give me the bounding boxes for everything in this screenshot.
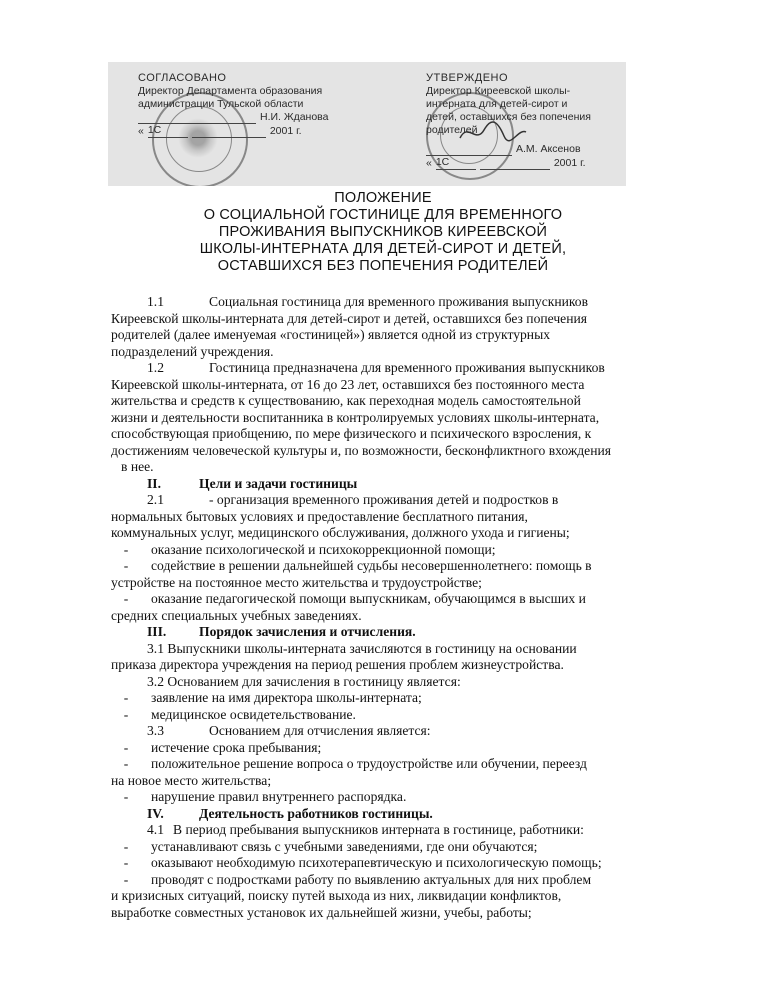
paragraph-1-1 [111,294,711,311]
agreed-date-day: 1С [148,124,188,138]
bullet-dash: - [123,838,129,854]
approved-date-row [426,156,626,170]
bullet-dash: - [123,541,129,557]
list-item: - заявление на имя директора школы-интерната; [111,690,711,707]
approved-date-month-line [480,169,550,170]
text-line: средних специальных учебных заведениях. [111,607,362,623]
text-line: способствующая приобщению, по мере физического и психического взросления, к [111,426,592,441]
text-line: и кризисных ситуаций, поиску путей выхода из них, ликвидации конфликтов, [111,888,562,903]
agreed-block [138,72,368,138]
list-item: - содействие в решении дальнейшей судьбы несовершеннолетнего: помощь в [111,558,711,575]
text-line: коммунальных услуг, медицинского обслуживания, должного ухода и гигиены; [111,525,570,540]
text-line: подразделений учреждения. [111,343,274,359]
list-item: - нарушение правил внутреннего распорядка. [111,789,711,806]
clause-number: 4.1 [147,822,164,837]
bullet-dash: - [123,789,129,804]
agreed-date-row [138,124,368,138]
section-2-heading [111,476,711,493]
document-body [111,294,711,921]
paragraph-2-1 [111,492,711,509]
text-line: приказа директора учреждения на период решения проблем жизнеустройства. [111,657,564,672]
approved-block [426,72,626,170]
section-number: III. [147,624,167,639]
title-line-3: ПРОЖИВАНИЯ ВЫПУСКНИКОВ КИРЕЕВСКОЙ [218,224,548,240]
agreed-signer: Н.И. Жданова [260,111,329,123]
section-title: Порядок зачисления и отчисления. [199,624,416,639]
bullet-dash: - [123,739,129,755]
title-line-1: ПОЛОЖЕНИЕ [334,190,432,206]
title-line-5: ОСТАВШИХСЯ БЕЗ ПОПЕЧЕНИЯ РОДИТЕЛЕЙ [217,258,549,274]
section-title: Цели и задачи гостиницы [199,475,358,491]
text-line: Гостиница предназначена для временного проживания выпускников [209,360,605,375]
approved-title: УТВЕРЖДЕНО [426,72,509,84]
paragraph-1-2 [111,360,711,377]
list-item: - оказание педагогической помощи выпускникам, обучающимся в высших и [111,591,711,608]
approved-line-2: интерната для детей-сирот и [426,98,568,110]
title-line-4: ШКОЛЫ-ИНТЕРНАТА ДЛЯ ДЕТЕЙ-СИРОТ И ДЕТЕЙ, [199,241,567,257]
list-item: - устанавливают связь с учебными заведениями, где они обучаются; [111,839,711,856]
bullet-dash: - [123,690,129,705]
section-3-heading [111,624,711,641]
text-line: выработке совместных установок их дальнейшей жизни, учебы, работы; [111,904,532,920]
list-item: - медицинское освидетельствование. [111,707,711,724]
bullet-dash: - [123,756,129,771]
agreed-title: СОГЛАСОВАНО [138,72,227,84]
text-line: достижениям человеческой культуры и, по возможности, бесконфликтного вхождения [111,442,611,458]
bullet-dash: - [123,706,129,722]
approved-line-3: детей, оставшихся без попечения [426,111,591,123]
section-4-heading [111,806,711,823]
clause-number: 3.3 [147,723,164,738]
text-line: - организация временного проживания детей и подростков в [209,492,559,507]
approved-signer-row [426,143,626,156]
text-line: устройстве на постоянное место жительства и трудоустройстве; [111,574,482,590]
paragraph-3-1: 3.1 Выпускники школы-интерната зачисляются в гостиницу на основании [147,640,577,656]
approved-line-1: Директор Киреевской школы- [426,85,571,97]
clause-number: 1.1 [147,294,164,309]
bullet-dash: - [123,558,129,573]
agreed-date-quote: « [138,125,144,137]
bullet-dash: - [123,855,129,870]
text-line: нормальных бытовых условиях и предоставление бесплатного питания, [111,508,528,524]
paragraph-4-1: 4.1 В период пребывания выпускников интерната в гостинице, работники: [147,822,584,837]
list-item: - проводят с подростками работу по выявлению актуальных для них проблем [111,872,711,889]
agreed-date-month-line [192,137,266,138]
approved-date-day: 1С [436,156,476,170]
section-title: Деятельность работников гостиницы. [199,805,433,821]
text-line: родителей (далее именуемая «гостиницей») является одной из структурных [111,327,551,342]
clause-number: 2.1 [147,492,164,507]
approved-line-4: родителей [426,124,478,136]
document-title [160,190,606,275]
paragraph-3-3: 3.3 Основанием для отчисления является: [147,723,431,738]
agreed-signer-row [138,111,368,124]
approved-signer: А.М. Аксенов [516,143,581,155]
list-item: - положительное решение вопроса о трудоустройстве или обучении, переезд [111,756,711,773]
agreed-line-1: Директор Департамента образования [138,85,323,97]
bullet-dash: - [123,591,129,606]
bullet-dash: - [123,871,129,887]
clause-number: 1.2 [147,360,164,375]
text-line: Киреевской школы-интерната, от 16 до 23 лет, оставшихся без постоянного места [111,376,585,392]
list-item: - оказывают необходимую психотерапевтическую и психологическую помощь; [111,855,711,872]
text-line: на новое место жительства; [111,772,272,788]
text-line: Социальная гостиница для временного проживания выпускников [209,294,589,309]
text-line: в нее. [121,459,154,474]
agreed-date-year: 2001 г. [269,125,302,137]
approval-header [108,62,626,186]
list-item: - оказание психологической и психокоррекционной помощи; [111,542,711,559]
text-line: жительства и средств к существованию, как переходная модель самостоятельной [111,393,581,408]
list-item: - истечение срока пребывания; [111,740,711,757]
section-number: II. [147,475,161,491]
paragraph-3-2: 3.2 Основанием для зачисления в гостиницу является: [147,673,461,689]
approved-date-quote: « [426,157,432,169]
text-line: Киреевской школы-интерната для детей-сирот и детей, оставшихся без попечения [111,310,588,326]
title-line-2: О СОЦИАЛЬНОЙ ГОСТИНИЦЕ ДЛЯ ВРЕМЕННОГО [203,207,563,223]
section-number: IV. [147,805,164,821]
text-line: жизни и деятельности воспитанника в контролируемых условиях школы-интерната, [111,409,600,425]
approved-date-year: 2001 г. [553,157,586,169]
agreed-line-2: администрации Тульской области [138,98,304,110]
